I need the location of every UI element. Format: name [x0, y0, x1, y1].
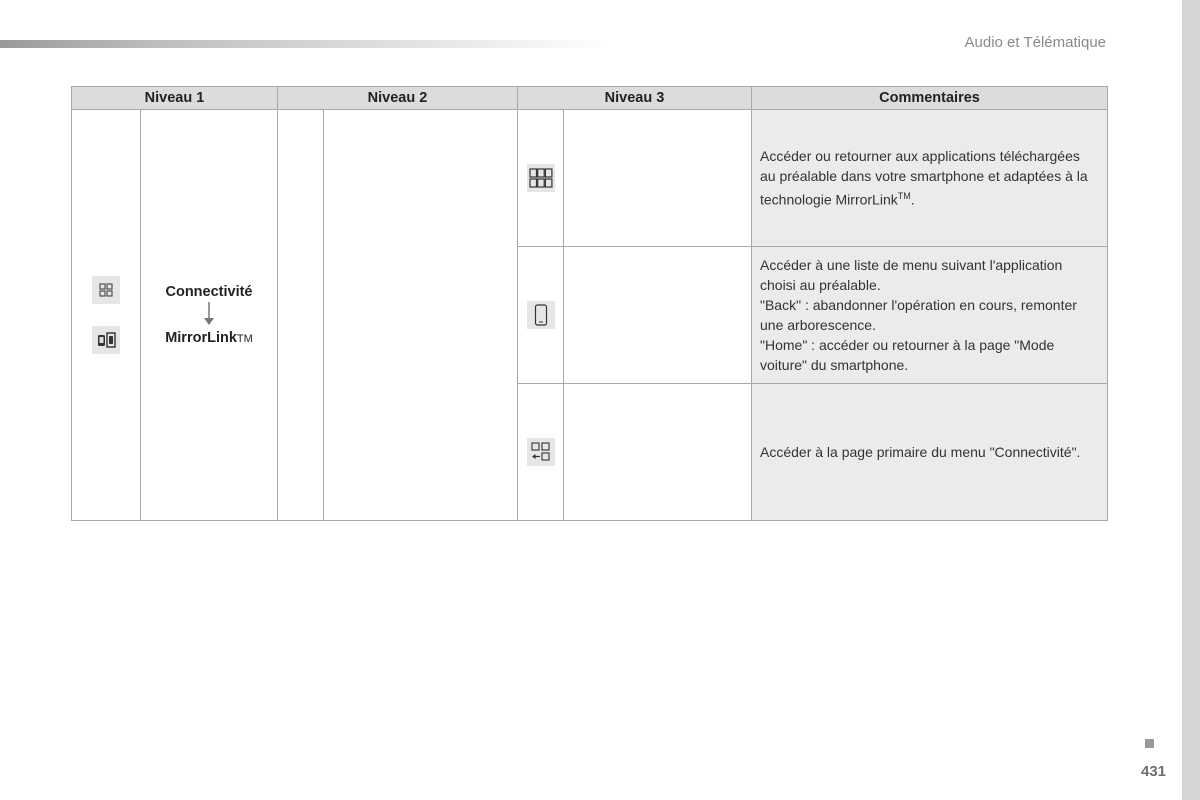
column-header-commentaires: Commentaires — [752, 87, 1108, 110]
comment-line: Accéder à une liste de menu suivant l'application choisi au préalable. — [760, 257, 1063, 293]
comment-line: "Back" : abandonner l'opération en cours, remonter une arborescence. — [760, 297, 1077, 333]
page-marker — [1145, 739, 1154, 748]
table-row — [72, 110, 1108, 247]
menu-label-mirrorlink — [141, 330, 277, 346]
comment-text: Accéder à la page primaire du menu "Connectivité". — [760, 444, 1081, 460]
level2-label-cell — [324, 110, 518, 521]
level3-label-cell — [564, 384, 752, 521]
level2-icon-cell — [278, 110, 324, 521]
level3-label-cell — [564, 247, 752, 384]
level1-icon-cell — [72, 110, 141, 521]
level3-icon-cell — [518, 110, 564, 247]
table-header-row — [72, 87, 1108, 110]
page-edge-tab — [1182, 0, 1200, 800]
apps-grid-icon — [527, 164, 555, 192]
trademark-mark: TM — [236, 333, 253, 345]
comment-cell — [752, 110, 1108, 247]
comment-text: Accéder ou retourner aux applications téléchargées au préalable dans votre smartphone et adaptées à la technologie MirrorLink — [760, 148, 1088, 208]
comment-line: "Home" : accéder ou retourner à la page "Mode voiture" du smartphone. — [760, 337, 1055, 373]
comment-end: . — [910, 191, 915, 208]
menu-table — [71, 86, 1108, 521]
comment-cell — [752, 384, 1108, 521]
level3-icon-cell — [518, 384, 564, 521]
column-header-niveau-3: Niveau 3 — [518, 87, 752, 110]
smartphone-icon — [527, 301, 555, 329]
menu-label-connectivite: Connectivité — [165, 284, 253, 300]
back-grid-icon — [527, 438, 555, 466]
column-header-niveau-1: Niveau 1 — [72, 87, 278, 110]
grid-four-icon — [92, 276, 120, 304]
arrow-down-icon — [141, 302, 277, 326]
page-number: 431 — [1141, 763, 1167, 780]
phone-mirror-icon — [92, 326, 120, 354]
level3-label-cell — [564, 110, 752, 247]
section-title: Audio et Télématique — [964, 34, 1106, 51]
trademark-mark: TM — [897, 191, 911, 202]
level3-icon-cell — [518, 247, 564, 384]
mirrorlink-text: MirrorLink — [165, 330, 237, 346]
column-header-niveau-2: Niveau 2 — [278, 87, 518, 110]
comment-cell — [752, 247, 1108, 384]
header-gradient-bar — [0, 40, 610, 48]
level1-label-cell — [141, 110, 278, 521]
